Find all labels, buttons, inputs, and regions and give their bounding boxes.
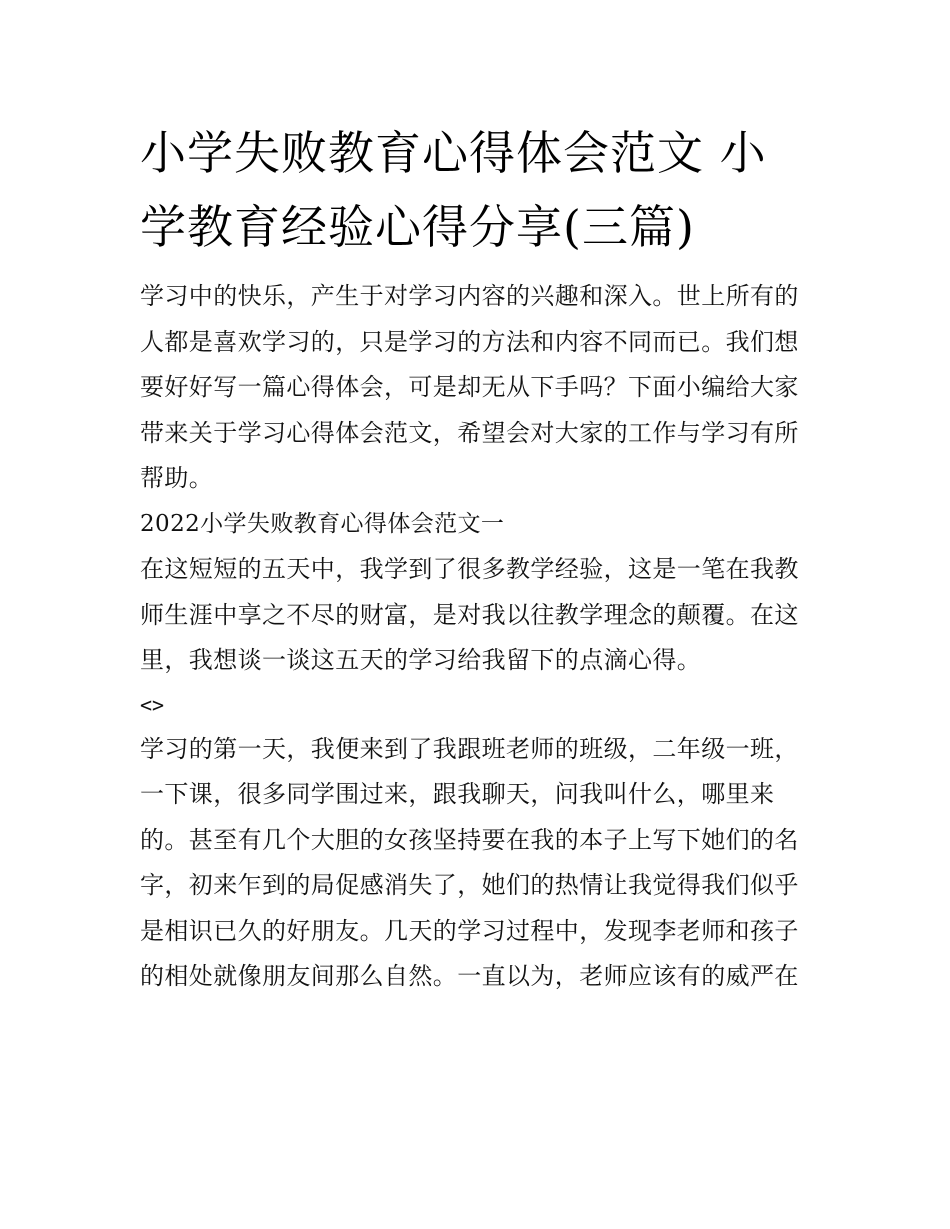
intro-line-4: 带来关于学习心得体会范文，希望会对大家的工作与学习有所 — [140, 418, 799, 447]
body-paragraph — [140, 727, 820, 1000]
section-heading: 2022小学失败教育心得体会范文一 — [140, 510, 505, 537]
section-line-3: 里，我想谈一谈这五天的学习给我留下的点滴心得。 — [140, 646, 702, 674]
intro-line-2: 人都是喜欢学习的，只是学习的方法和内容不同而已。我们想 — [140, 327, 799, 356]
intro-line-3: 要好好写一篇心得体会，可是却无从下手吗？下面小编给大家 — [140, 373, 799, 401]
title-line-1: 小学失败教育心得体会范文 小 — [140, 126, 767, 180]
angle-bracket-marker: <> — [140, 692, 165, 717]
body-line-6: 的相处就像朋友间那么自然。一直以为，老师应该有的威严在 — [140, 962, 799, 990]
document-content — [140, 116, 820, 1000]
intro-line-5: 帮助。 — [140, 464, 214, 492]
document-title — [140, 116, 820, 264]
body-line-4: 字，初来乍到的局促感消失了，她们的热情让我觉得我们似乎 — [140, 871, 799, 899]
title-line-2: 学教育经验心得分享(三篇) — [140, 200, 695, 254]
body-line-2: 一下课，很多同学围过来，跟我聊天，问我叫什么，哪里来 — [140, 780, 775, 808]
document-body — [140, 274, 820, 1000]
intro-paragraph — [140, 274, 820, 502]
section-paragraph — [140, 547, 820, 684]
section-line-1: 在这短短的五天中，我学到了很多教学经验，这是一笔在我教 — [140, 555, 799, 583]
intro-line-1: 学习中的快乐，产生于对学习内容的兴趣和深入。世上所有的 — [140, 282, 799, 310]
body-line-1: 学习的第一天，我便来到了我跟班老师的班级，二年级一班， — [140, 734, 799, 763]
body-line-3: 的。甚至有几个大胆的女孩坚持要在我的本子上写下她们的名 — [140, 825, 799, 854]
section-line-2: 师生涯中享之不尽的财富，是对我以往教学理念的颠覆。在这 — [140, 600, 799, 629]
body-line-5: 是相识已久的好朋友。几天的学习过程中，发现李老师和孩子 — [140, 916, 799, 945]
